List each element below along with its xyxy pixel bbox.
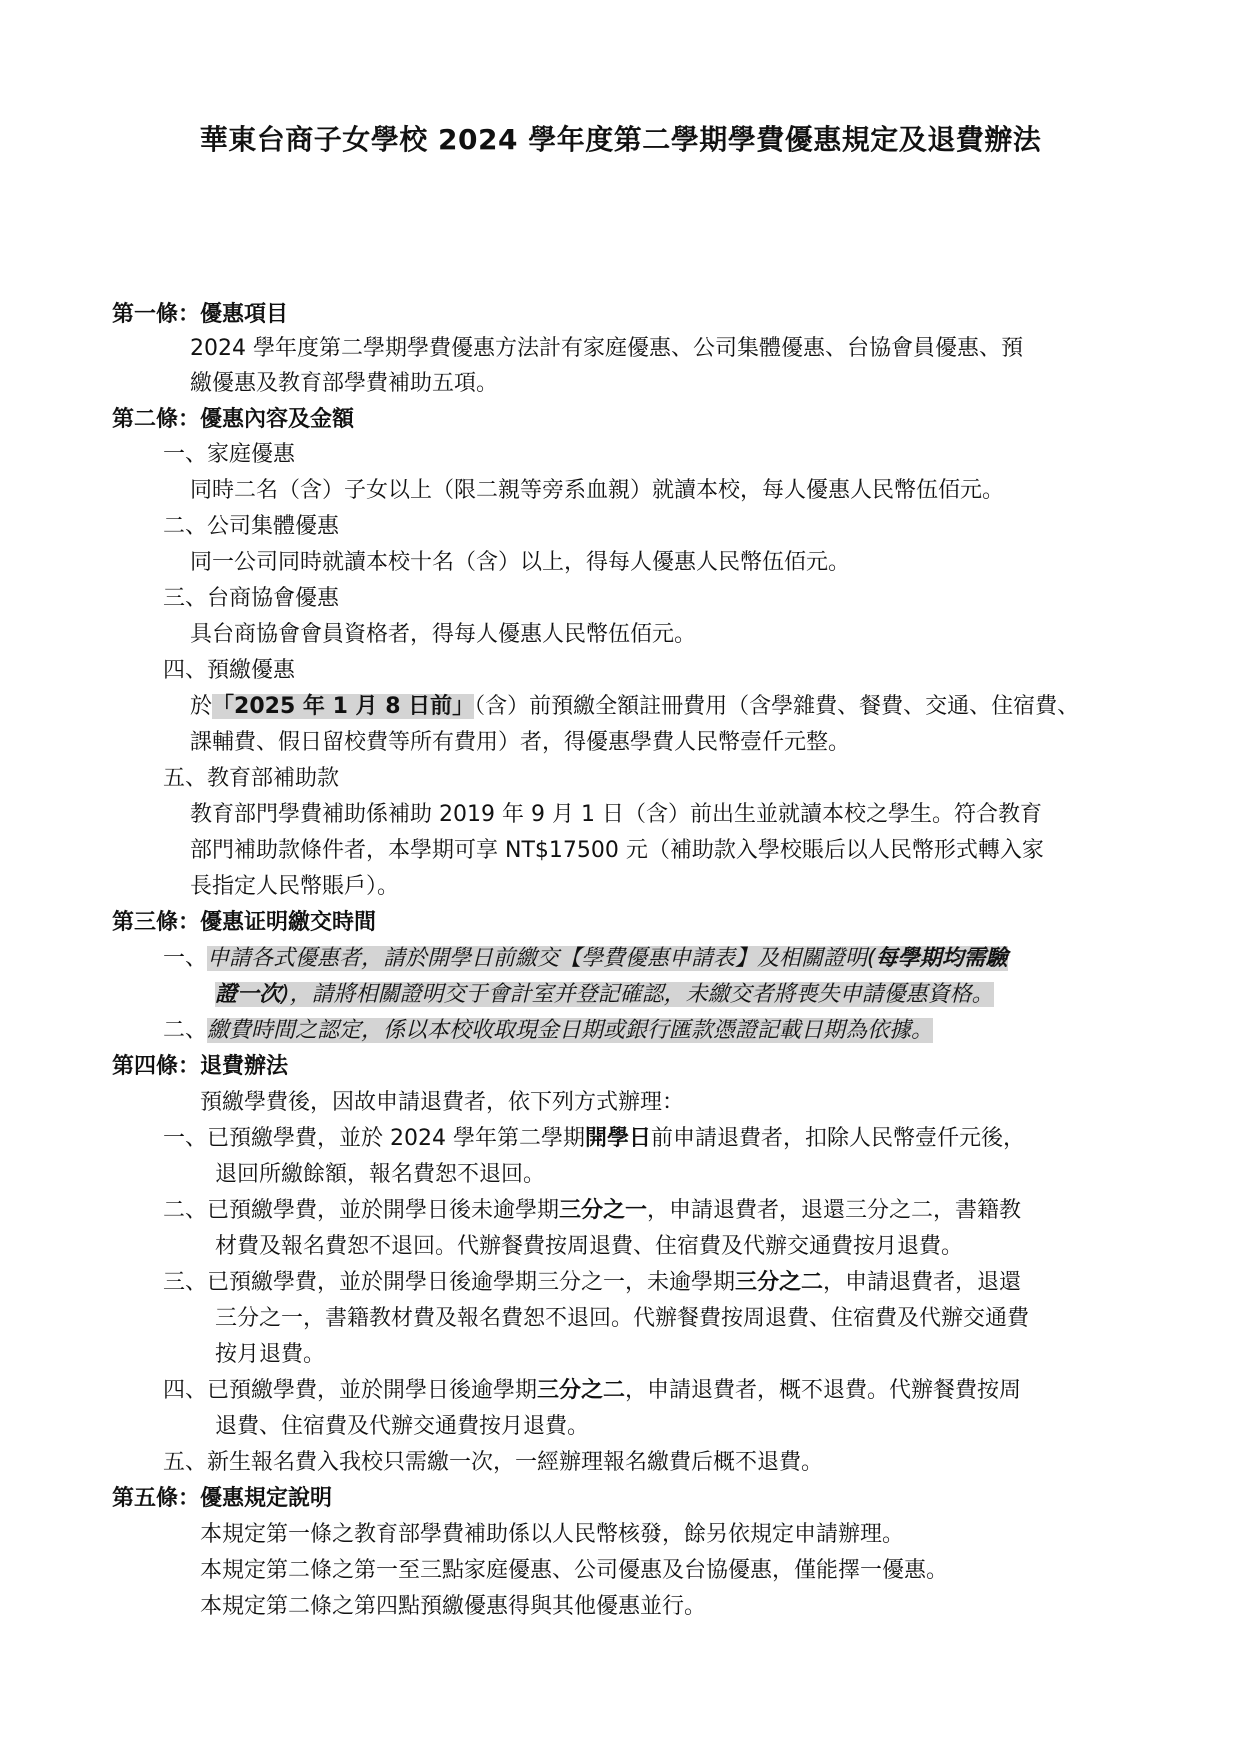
- refund-text: 一、已預繳學費，並於 2024 學年第二學期: [163, 1126, 585, 1151]
- article-2-section-4-line-1: [190, 692, 1079, 722]
- article-2-section-4-line-2: 課輔費、假日留校費等所有費用）者，得優惠學費人民幣壹仟元整。: [190, 730, 851, 755]
- article-5-line-1: 本規定第一條之教育部學費補助係以人民幣核發，餘另依規定申請辦理。: [200, 1522, 905, 1547]
- refund-text: ，申請退費者，概不退費。代辦餐費按周: [625, 1378, 1022, 1403]
- article-2-section-5-line-1: 教育部門學費補助係補助 2019 年 9 月 1 日（含）前出生並就讀本校之學生。符合教育: [190, 802, 1042, 827]
- article-2-section-3-title: 三、台商協會優惠: [163, 586, 340, 611]
- article-4-item-5: 五、新生報名費入我校只需繳一次，一經辦理報名繳費后概不退費。: [163, 1450, 824, 1475]
- refund-text: 前申請退費者，扣除人民幣壹仟元後，: [651, 1126, 1026, 1151]
- article-4-item-3-line-1: [163, 1268, 1021, 1298]
- article-3-item-2: [163, 1016, 933, 1046]
- refund-text: ，申請退費者，退還三分之二，書籍教: [647, 1198, 1022, 1223]
- article-3-heading: 第三條：優惠证明繳交時間: [112, 910, 377, 935]
- refund-bold-term: 三分之一: [559, 1198, 648, 1223]
- article-5-line-2: 本規定第二條之第一至三點家庭優惠、公司優惠及台協優惠，僅能擇一優惠。: [200, 1558, 949, 1583]
- refund-text: 二、已預繳學費，並於開學日後未逾學期: [163, 1198, 560, 1223]
- refund-bold-term: 三分之二: [735, 1270, 824, 1295]
- prepay-deadline-highlight: 「2025 年 1 月 8 日前」: [212, 694, 475, 719]
- article-1-line-1: 2024 學年度第二學期學費優惠方法計有家庭優惠、公司集體優惠、台協會員優惠、預: [190, 336, 1023, 361]
- article-3-item-1-line-1: [163, 944, 1008, 974]
- article-2-section-1-title: 一、家庭優惠: [163, 442, 296, 467]
- article-2-section-2-text: 同一公司同時就讀本校十名（含）以上，得每人優惠人民幣伍佰元。: [190, 550, 851, 575]
- article-4-intro: 預繳學費後，因故申請退費者，依下列方式辦理：: [200, 1090, 685, 1115]
- article-4-item-3-line-2: 三分之一，書籍教材費及報名費恕不退回。代辦餐費按周退費、住宿費及代辦交通費: [215, 1306, 1030, 1331]
- document-title: 華東台商子女學校 2024 學年度第二學期學費優惠規定及退費辦法: [199, 123, 1042, 156]
- article-2-section-5-title: 五、教育部補助款: [163, 766, 340, 791]
- article-4-item-1-line-2: 退回所繳餘額，報名費恕不退回。: [215, 1162, 546, 1187]
- article-2-heading: 第二條：優惠內容及金額: [112, 407, 355, 432]
- refund-text: ，申請退費者，退還: [823, 1270, 1022, 1295]
- refund-text: 三、已預繳學費，並於開學日後逾學期三分之一，未逾學期: [163, 1270, 736, 1295]
- article-5-heading: 第五條：優惠規定說明: [112, 1486, 333, 1511]
- notice-text: )，請將相關證明交于會計室并登記確認，未繳交者將喪失申請優惠資格。: [281, 982, 994, 1007]
- article-2-section-4-title: 四、預繳優惠: [163, 658, 296, 683]
- article-2-section-2-title: 二、公司集體優惠: [163, 514, 340, 539]
- article-1-heading: 第一條：優惠項目: [112, 302, 289, 327]
- highlighted-payment-date-rule: 繳費時間之認定，係以本校收取現金日期或銀行匯款憑證記載日期為依據。: [207, 1018, 934, 1043]
- article-4-item-1-line-1: [163, 1124, 1025, 1154]
- article-1-line-2: 繳優惠及教育部學費補助五項。: [190, 371, 499, 396]
- prepay-suffix: （含）前預繳全額註冊費用（含學雜費、餐費、交通、住宿費、: [474, 694, 1080, 719]
- article-4-item-3-line-3: 按月退費。: [215, 1342, 326, 1367]
- article-2-section-1-text: 同時二名（含）子女以上（限二親等旁系血親）就讀本校，每人優惠人民幣伍佰元。: [190, 478, 1005, 503]
- item-number: 二、: [163, 1018, 208, 1043]
- highlighted-notice: [207, 946, 1008, 971]
- article-4-item-2-line-2: 材費及報名費恕不退回。代辦餐費按周退費、住宿費及代辦交通費按月退費。: [215, 1234, 964, 1259]
- item-number: 一、: [163, 946, 208, 971]
- article-4-item-2-line-1: [163, 1196, 1021, 1226]
- refund-bold-term: 開學日: [584, 1126, 651, 1151]
- article-4-item-4-line-2: 退費、住宿費及代辦交通費按月退費。: [215, 1414, 590, 1439]
- notice-text: 申請各式優惠者，請於開學日前繳交【學費優惠申請表】及相關證明(: [207, 946, 876, 971]
- notice-bold-text: 證一次: [215, 982, 282, 1007]
- prepay-prefix: 於: [190, 694, 213, 719]
- article-5-line-3: 本規定第二條之第四點預繳優惠得與其他優惠並行。: [200, 1594, 707, 1619]
- article-2-section-5-line-2: 部門補助款條件者，本學期可享 NT$17500 元（補助款入學校賬后以人民幣形式轉入家: [190, 838, 1044, 863]
- highlighted-notice-continued: [215, 982, 994, 1007]
- refund-bold-term: 三分之二: [537, 1378, 626, 1403]
- article-4-item-4-line-1: [163, 1376, 1021, 1406]
- article-2-section-3-text: 具台商協會會員資格者，得每人優惠人民幣伍佰元。: [190, 622, 697, 647]
- refund-text: 四、已預繳學費，並於開學日後逾學期: [163, 1378, 538, 1403]
- article-4-heading: 第四條：退費辦法: [112, 1054, 289, 1079]
- article-2-section-5-line-3: 長指定人民幣賬戶）。: [190, 874, 400, 899]
- notice-bold-text: 每學期均需驗: [875, 946, 1008, 971]
- article-3-item-1-line-2: [215, 980, 994, 1010]
